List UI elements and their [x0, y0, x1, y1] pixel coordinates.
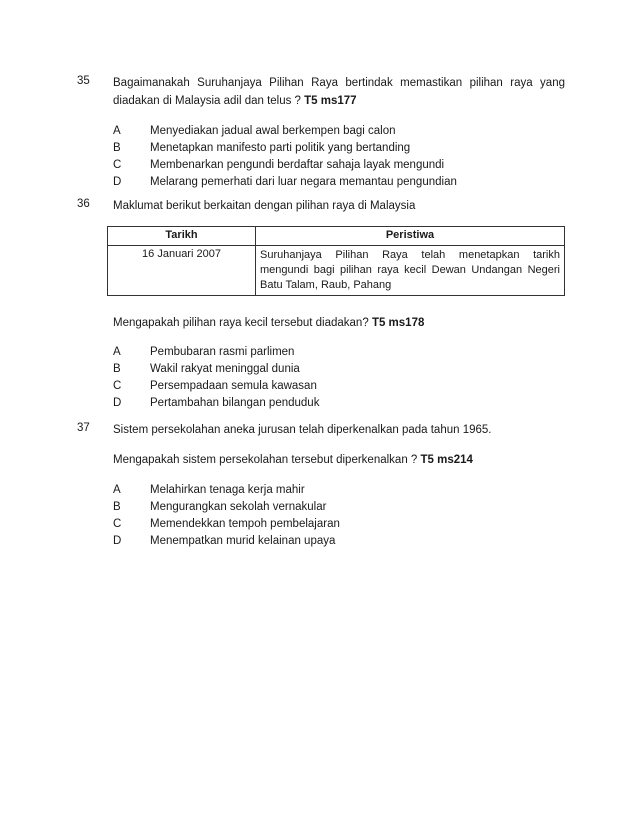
option-text: Wakil rakyat meninggal dunia: [150, 363, 300, 375]
table-row: [108, 246, 565, 296]
question-number: 37: [77, 422, 90, 434]
textbook-reference: T5 ms214: [420, 454, 473, 466]
question-prompt: [113, 452, 473, 468]
table-cell-date: 16 Januari 2007: [108, 246, 256, 296]
option-text: Pembubaran rasmi parlimen: [150, 346, 295, 358]
event-table: [107, 226, 565, 296]
option-b: [113, 140, 410, 156]
question-stem: Sistem persekolahan aneka jurusan telah diperkenalkan pada tahun 1965.: [113, 424, 492, 436]
option-letter: B: [113, 501, 121, 513]
option-d: [113, 174, 457, 190]
option-letter: A: [113, 484, 121, 496]
question-stem-line: Bagaimanakah Suruhanjaya Pilihan Raya bertindak memastikan pilihan raya yang: [113, 77, 565, 89]
option-text: Menyediakan jadual awal berkempen bagi calon: [150, 125, 396, 137]
option-text: Pertambahan bilangan penduduk: [150, 397, 320, 409]
question-stem-text: diadakan di Malaysia adil dan telus ?: [113, 95, 301, 107]
question-number: 36: [77, 198, 90, 210]
option-letter: D: [113, 397, 122, 409]
option-letter: B: [113, 142, 121, 154]
option-letter: D: [113, 535, 122, 547]
event-line: mengundi bagi pilihan raya kecil Dewan Undangan Negeri: [260, 264, 560, 276]
option-a: [113, 344, 294, 360]
textbook-reference: T5 ms178: [371, 317, 425, 329]
question-prompt: [113, 315, 424, 331]
option-c: [113, 157, 444, 173]
question-number: 35: [77, 75, 90, 87]
table-cell-event: [256, 246, 565, 296]
option-letter: A: [113, 346, 121, 358]
option-b: [113, 361, 300, 377]
option-a: [113, 123, 396, 139]
option-letter: C: [113, 518, 122, 530]
option-letter: C: [113, 380, 122, 392]
table-header-row: [108, 227, 565, 246]
question-text: Mengapakah sistem persekolahan tersebut diperkenalkan ?: [113, 454, 418, 466]
option-c: [113, 516, 340, 532]
option-text: Menetapkan manifesto parti politik yang bertanding: [150, 142, 411, 154]
textbook-reference: T5 ms177: [304, 95, 357, 107]
option-letter: D: [113, 176, 122, 188]
question-stem: Maklumat berikut berkaitan dengan pilihan raya di Malaysia: [113, 200, 416, 212]
option-text: Mengurangkan sekolah vernakular: [150, 501, 327, 513]
option-text: Melarang pemerhati dari luar negara memantau pengundian: [150, 176, 457, 188]
option-text: Menempatkan murid kelainan upaya: [150, 535, 336, 547]
option-d: [113, 395, 319, 411]
question-text: Mengapakah pilihan raya kecil tersebut diadakan?: [113, 317, 369, 329]
event-line: Batu Talam, Raub, Pahang: [260, 279, 392, 291]
question-stem-line: [113, 93, 357, 109]
option-d: [113, 533, 335, 549]
option-c: [113, 378, 317, 394]
table-header-tarikh: Tarikh: [108, 227, 256, 246]
option-text: Memendekkan tempoh pembelajaran: [150, 518, 340, 530]
option-letter: A: [113, 125, 121, 137]
option-letter: C: [113, 159, 122, 171]
option-letter: B: [113, 363, 121, 375]
option-a: [113, 482, 305, 498]
option-text: Persempadaan semula kawasan: [150, 380, 317, 392]
option-b: [113, 499, 326, 515]
option-text: Membenarkan pengundi berdaftar sahaja layak mengundi: [150, 159, 445, 171]
table-header-peristiwa: Peristiwa: [256, 227, 565, 246]
option-text: Melahirkan tenaga kerja mahir: [150, 484, 305, 496]
event-line: Suruhanjaya Pilihan Raya telah menetapkan tarikh: [260, 249, 560, 261]
